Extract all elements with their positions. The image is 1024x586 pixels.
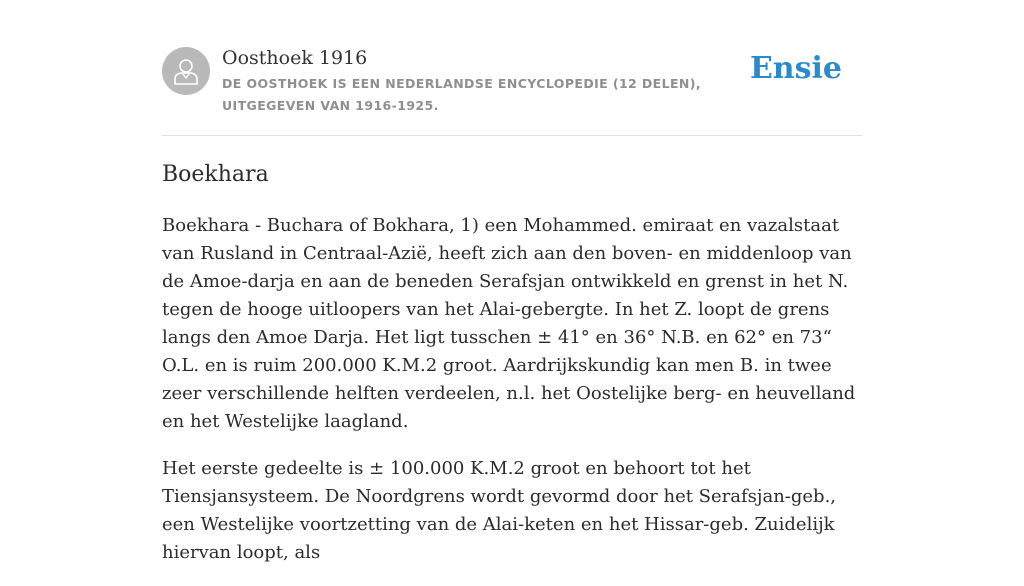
article-paragraph: Het eerste gedeelte is ± 100.000 K.M.2 groot en behoort tot het Tiensjansysteem. De Noordgrens wordt gevormd door het Serafsjan-geb., een Westelijke voortzetting van de Alai-keten en het Hissar-geb. Zuidelijk hiervan loopt, als xyxy=(162,458,837,563)
source-title[interactable]: Oosthoek 1916 xyxy=(222,47,368,69)
article-title: Boekhara xyxy=(162,162,269,187)
ensie-logo[interactable]: Ensie xyxy=(749,51,842,86)
article-body xyxy=(162,212,872,586)
avatar[interactable] xyxy=(162,47,210,95)
user-icon xyxy=(173,57,199,85)
article-paragraph: Boekhara - Buchara of Bokhara, 1) een Mohammed. emiraat en vazalstaat van Rusland in Centraal-Azië, heeft zich aan den boven- en middenloop van de Amoe-darja en aan de beneden Serafsjan ontwikkeld en grenst in het N. tegen de hooge uitloopers van het Alai-gebergte. In het Z. loopt de grens langs den Amoe Darja. Het ligt tusschen ± 41° en 36° N.B. en 62° en 73“ O.L. en is ruim 200.000 K.M.2 groot. Aardrijkskundig kan men B. in twee zeer verschillende helften verdeelen, n.l. het Oostelijke berg- en heuvelland en het Westelijke laagland. xyxy=(162,215,856,432)
page-content xyxy=(162,0,862,563)
source-header xyxy=(162,0,862,136)
source-description: DE OOSTHOEK IS EEN NEDERLANDSE ENCYCLOPEDIE (12 DELEN), UITGEGEVEN VAN 1916-1925. xyxy=(222,76,702,113)
